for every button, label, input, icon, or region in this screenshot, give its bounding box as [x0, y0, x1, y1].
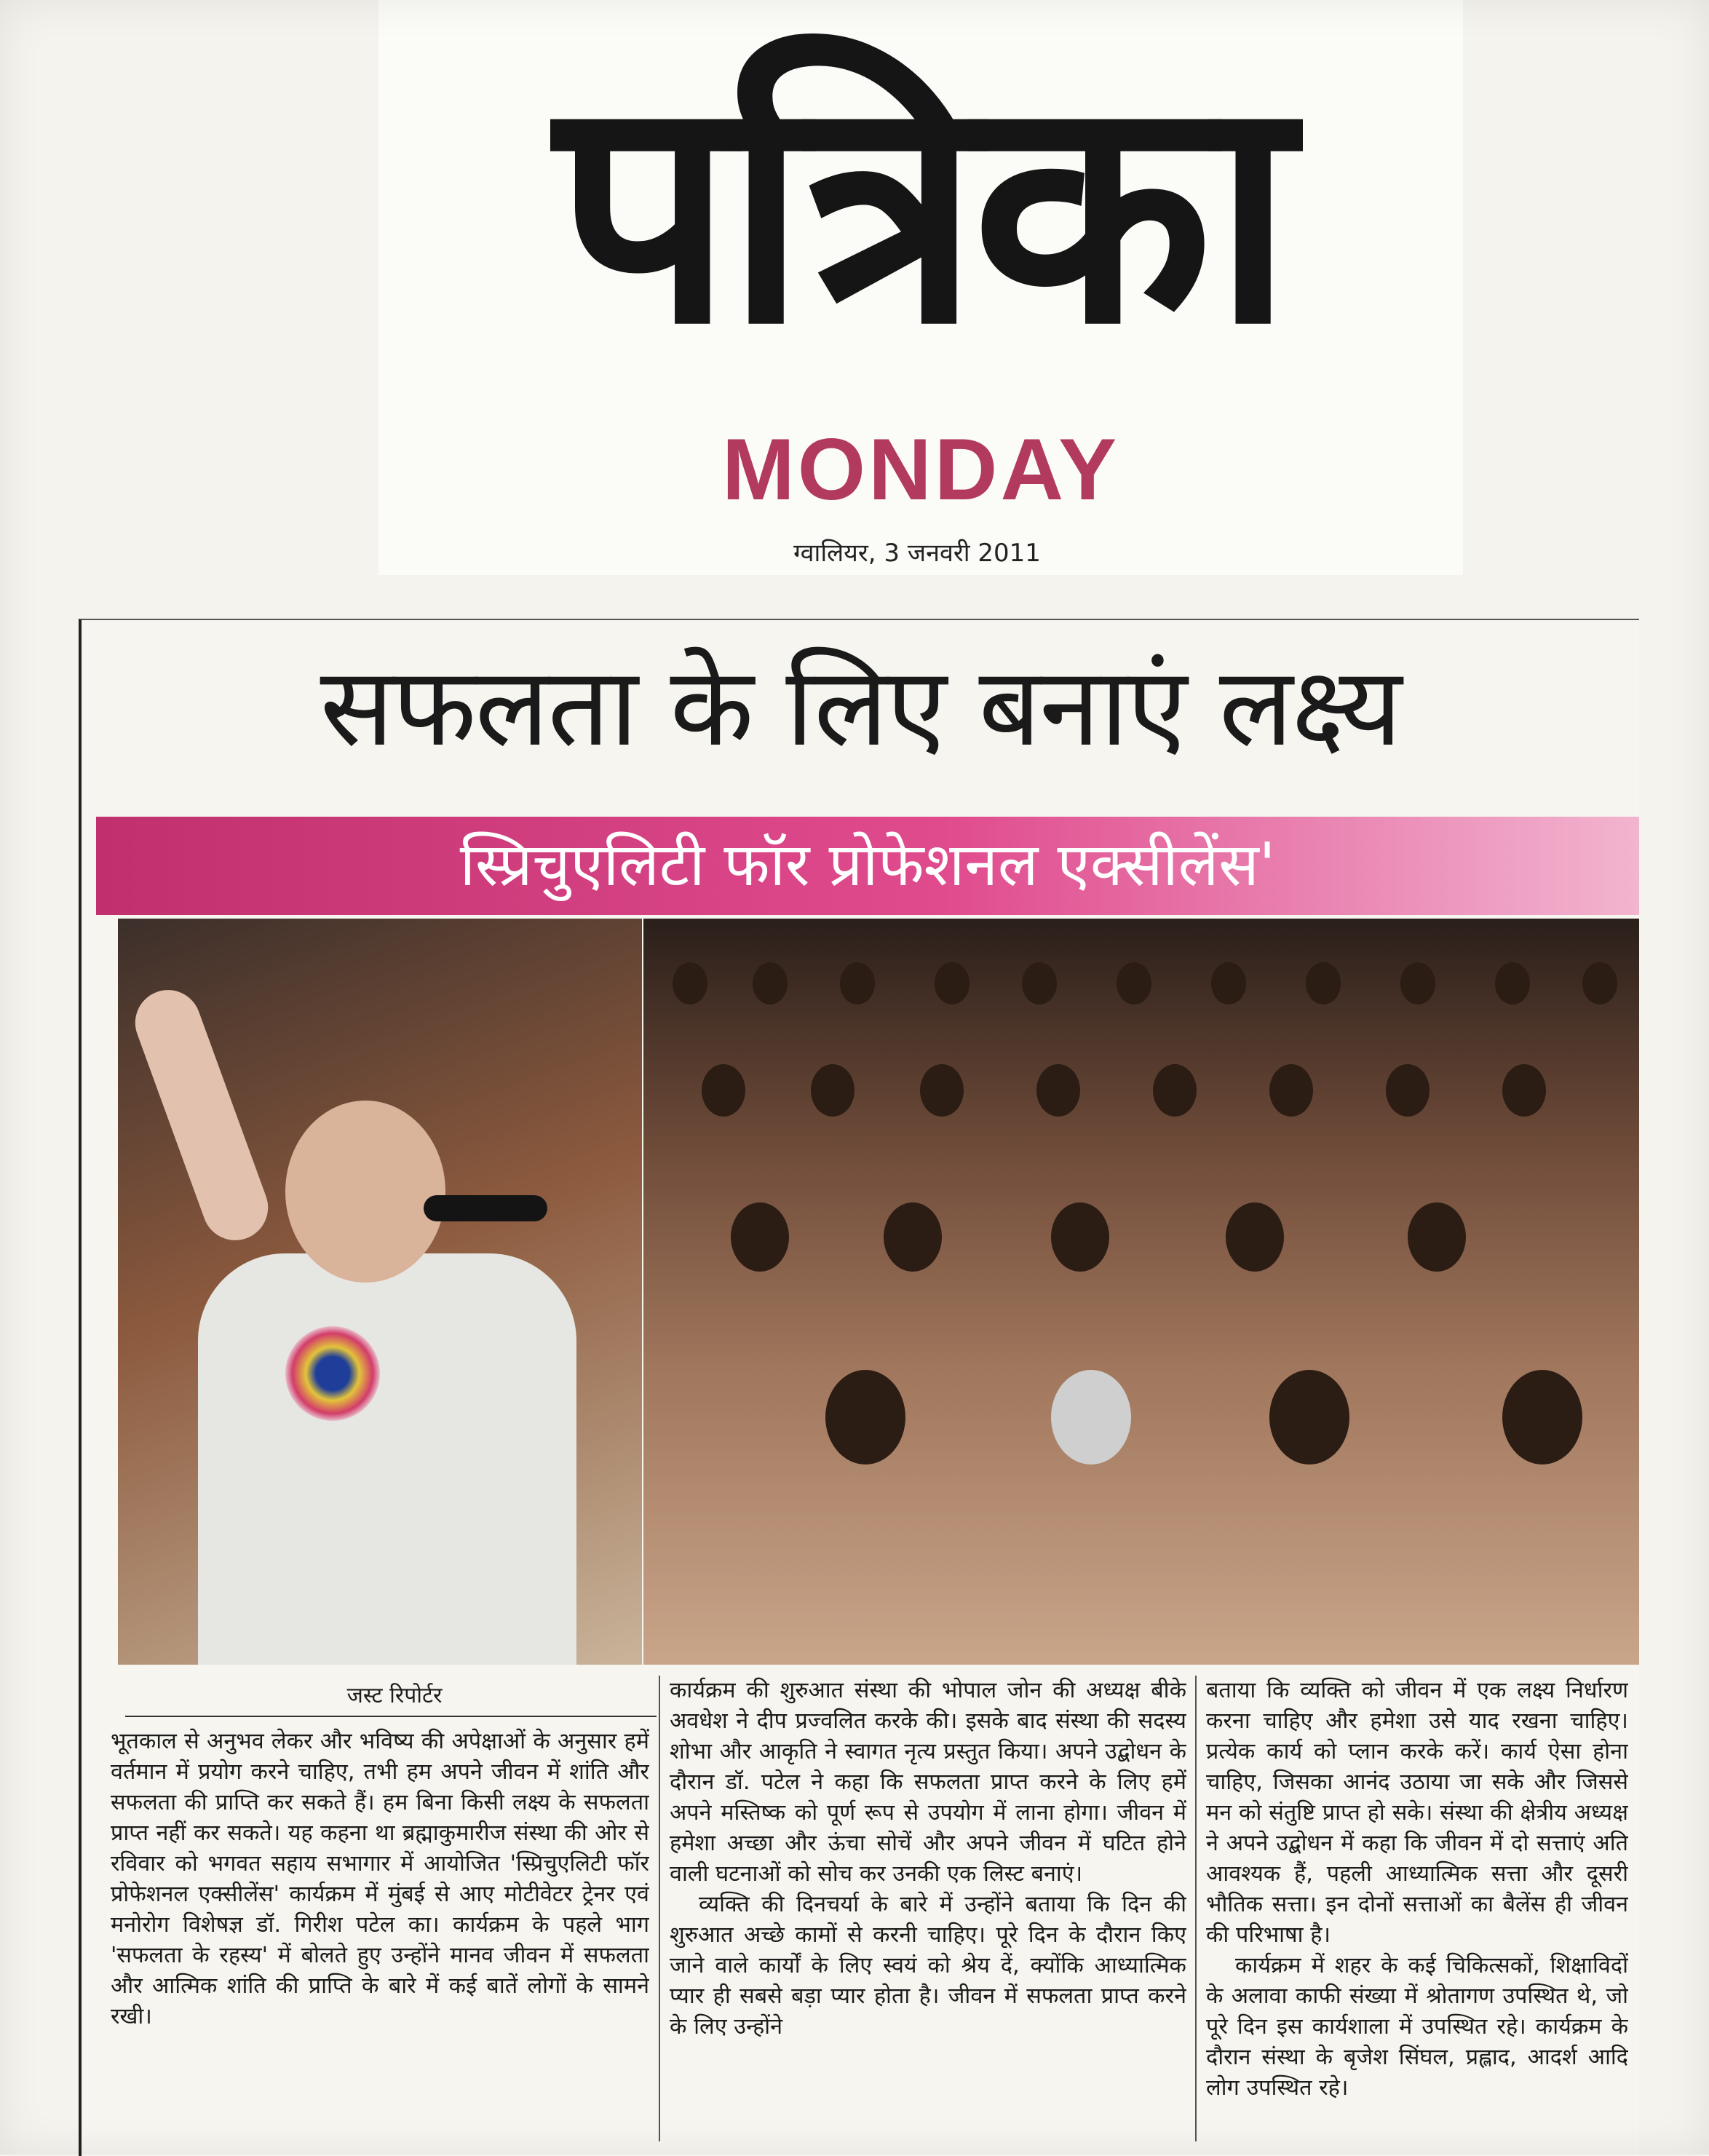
audience-head — [935, 962, 970, 1004]
audience-head — [1117, 962, 1151, 1004]
audience-row — [643, 962, 1639, 1006]
speaker-raised-arm — [126, 980, 277, 1249]
audience-head — [1502, 1370, 1582, 1465]
microphone-icon — [424, 1195, 547, 1221]
article-column-2 — [670, 1676, 1186, 2141]
column-paragraph: बताया कि व्यक्ति को जीवन में एक लक्ष्य निर्धारण करना चाहिए और हमेशा उसे याद रखना चाहिए। प्रत्येक कार्य को प्लान करके करें। कार्य ऐसा होना चाहिए, जिसका आनंद उठाया जा सके और जिससे मन को संतुष्टि प्राप्त हो सके। संस्था की क्षेत्रीय अध्यक्ष ने अपने उद्बोधन में कहा कि जीवन में दो सत्ताएं अति आवश्यक हैं, पहली आध्यात्मिक सत्ता और दूसरी भौतिक सत्ता। इन दोनों सत्ताओं का बैलेंस ही जीवन की परिभाषा है। — [1206, 1678, 1628, 1948]
column-paragraph: कार्यक्रम की शुरुआत संस्था की भोपाल जोन की अध्यक्ष बीके अवधेश ने दीप प्रज्वलित करके की। इसके बाद संस्था की सदस्य शोभा और आकृति ने स्वागत नृत्य प्रस्तुत किया। अपने उद्बोधन के दौरान डॉ. पटेल ने कहा कि सफलता प्राप्त करने के लिए हमें अपने मस्तिष्क को पूर्ण रूप से उपयोग में लाना होगा। जीवन में हमेशा अच्छा और ऊंचा सोचें और अपने जीवन में घटित होने वाली घटनाओं को सोच कर उनकी एक लिस्ट बनाएं। — [670, 1678, 1186, 1887]
audience-head — [811, 1064, 854, 1117]
audience-photo — [643, 919, 1639, 1665]
byline-divider — [125, 1716, 657, 1717]
newspaper-name: पत्रिका — [555, 29, 1287, 393]
audience-head — [753, 962, 788, 1004]
audience-row — [643, 1202, 1639, 1246]
audience-head — [1036, 1064, 1080, 1117]
audience-head — [1400, 962, 1435, 1004]
audience-head — [1226, 1202, 1284, 1272]
subheadline-band — [96, 817, 1639, 915]
audience-head — [1051, 1370, 1131, 1465]
audience-head — [1211, 962, 1246, 1004]
column-paragraph: व्यक्ति की दिनचर्या के बारे में उन्होंने बताया कि दिन की शुरुआत अच्छे कामों से करनी चाहिए। पूरे दिन के दौरान किए जाने वाले कार्यों के लिए स्वयं को श्रेय दें, क्योंकि आध्यात्मिक प्यार ही सबसे बड़ा प्यार होता है। जीवन में सफलता प्राप्त करने के लिए उन्होंने — [670, 1892, 1186, 2040]
audience-head — [1502, 1064, 1546, 1117]
audience-head — [1408, 1202, 1466, 1272]
column-divider — [1195, 1676, 1197, 2141]
byline: जस्ट रिपोर्टर — [346, 1683, 443, 1708]
speaker-head — [285, 1101, 445, 1283]
article-subheadline: स्प्रिचुएलिटी फॉर प्रोफेशनल एक्सीलेंस' — [459, 831, 1276, 900]
audience-head — [840, 962, 875, 1004]
speaker-kurta — [198, 1253, 576, 1665]
audience-head — [1306, 962, 1341, 1004]
audience-head — [1051, 1202, 1109, 1272]
audience-row — [643, 1370, 1639, 1414]
audience-head — [1022, 962, 1057, 1004]
column-paragraph: कार्यक्रम में शहर के कई चिकित्सकों, शिक्षाविदों के अलावा काफी संख्या में श्रोतागण उपस्थित थे, जो पूरे दिन इस कार्यशाला में उपस्थित रहे। कार्यक्रम के दौरान संस्था के बृजेश सिंघल, प्रह्लाद, आदर्श आदि लोग उपस्थित रहे। — [1206, 1953, 1628, 2101]
audience-head — [1269, 1064, 1313, 1117]
audience-head — [920, 1064, 964, 1117]
audience-head — [1153, 1064, 1197, 1117]
news-article — [79, 619, 1639, 2156]
audience-head — [1582, 962, 1617, 1004]
speaker-photo — [118, 919, 642, 1665]
audience-head — [1495, 962, 1530, 1004]
rosette-badge-icon — [285, 1326, 380, 1421]
column-divider — [659, 1676, 660, 2141]
audience-head — [1269, 1370, 1349, 1465]
masthead — [378, 0, 1463, 575]
article-column-3 — [1206, 1676, 1628, 2141]
edition-date: ग्वालियर, 3 जनवरी 2011 — [793, 539, 1041, 568]
audience-head — [825, 1370, 905, 1465]
article-headline: सफलता के लिए बनाएं लक्ष्य — [320, 644, 1401, 771]
audience-head — [731, 1202, 789, 1272]
audience-head — [702, 1064, 745, 1117]
column-paragraph: भूतकाल से अनुभव लेकर और भविष्य की अपेक्षाओं के अनुसार हमें वर्तमान में प्रयोग करने चाहिए, तभी हम अपने जीवन में शांति और सफलता की प्राप्ति कर सकते हैं। हम बिना किसी लक्ष्य के सफलता प्राप्त नहीं कर सकते। यह कहना था ब्रह्माकुमारीज संस्था की ओर से रविवार को भगवत सहाय सभागार में आयोजित 'स्प्रिचुएलिटी फॉर प्रोफेशनल एक्सीलेंस' कार्यक्रम में मुंबई से आए मोटीवेटर ट्रेनर एवं मनोरोग विशेषज्ञ डॉ. गिरीश पटेल का। कार्यक्रम के पहले भाग 'सफलता के रहस्य' में बोलते हुए उन्होंने मानव जीवन में सफलता और आत्मिक शांति की प्राप्ति के बारे में कई बातें लोगों के सामने रखी। — [111, 1729, 649, 2029]
audience-head — [884, 1202, 942, 1272]
audience-head — [673, 962, 707, 1004]
audience-row — [643, 1064, 1639, 1108]
article-column-1 — [111, 1727, 649, 2141]
audience-head — [1386, 1064, 1430, 1117]
edition-day: MONDAY — [721, 421, 1120, 518]
